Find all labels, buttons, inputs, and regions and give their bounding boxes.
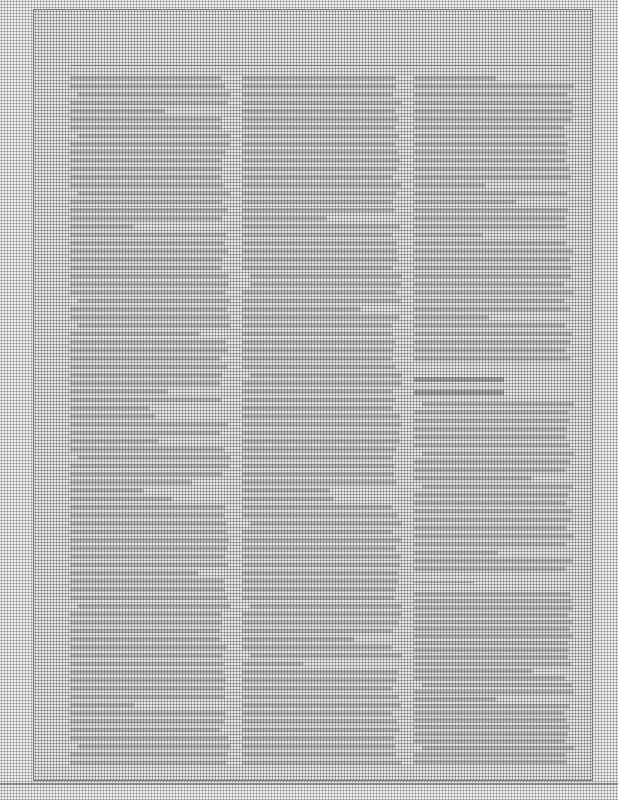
column-1-text: [70, 72, 230, 772]
scan-bottom-edge: [0, 783, 618, 785]
document-page: [33, 9, 593, 781]
text-columns: [70, 72, 574, 772]
column-3: [414, 72, 574, 772]
column-2: [242, 72, 402, 772]
running-head: [70, 51, 570, 63]
column-1: [70, 72, 230, 772]
column-2-text: [242, 72, 402, 772]
column-3-text: [414, 72, 574, 772]
header-rule: [70, 65, 570, 66]
